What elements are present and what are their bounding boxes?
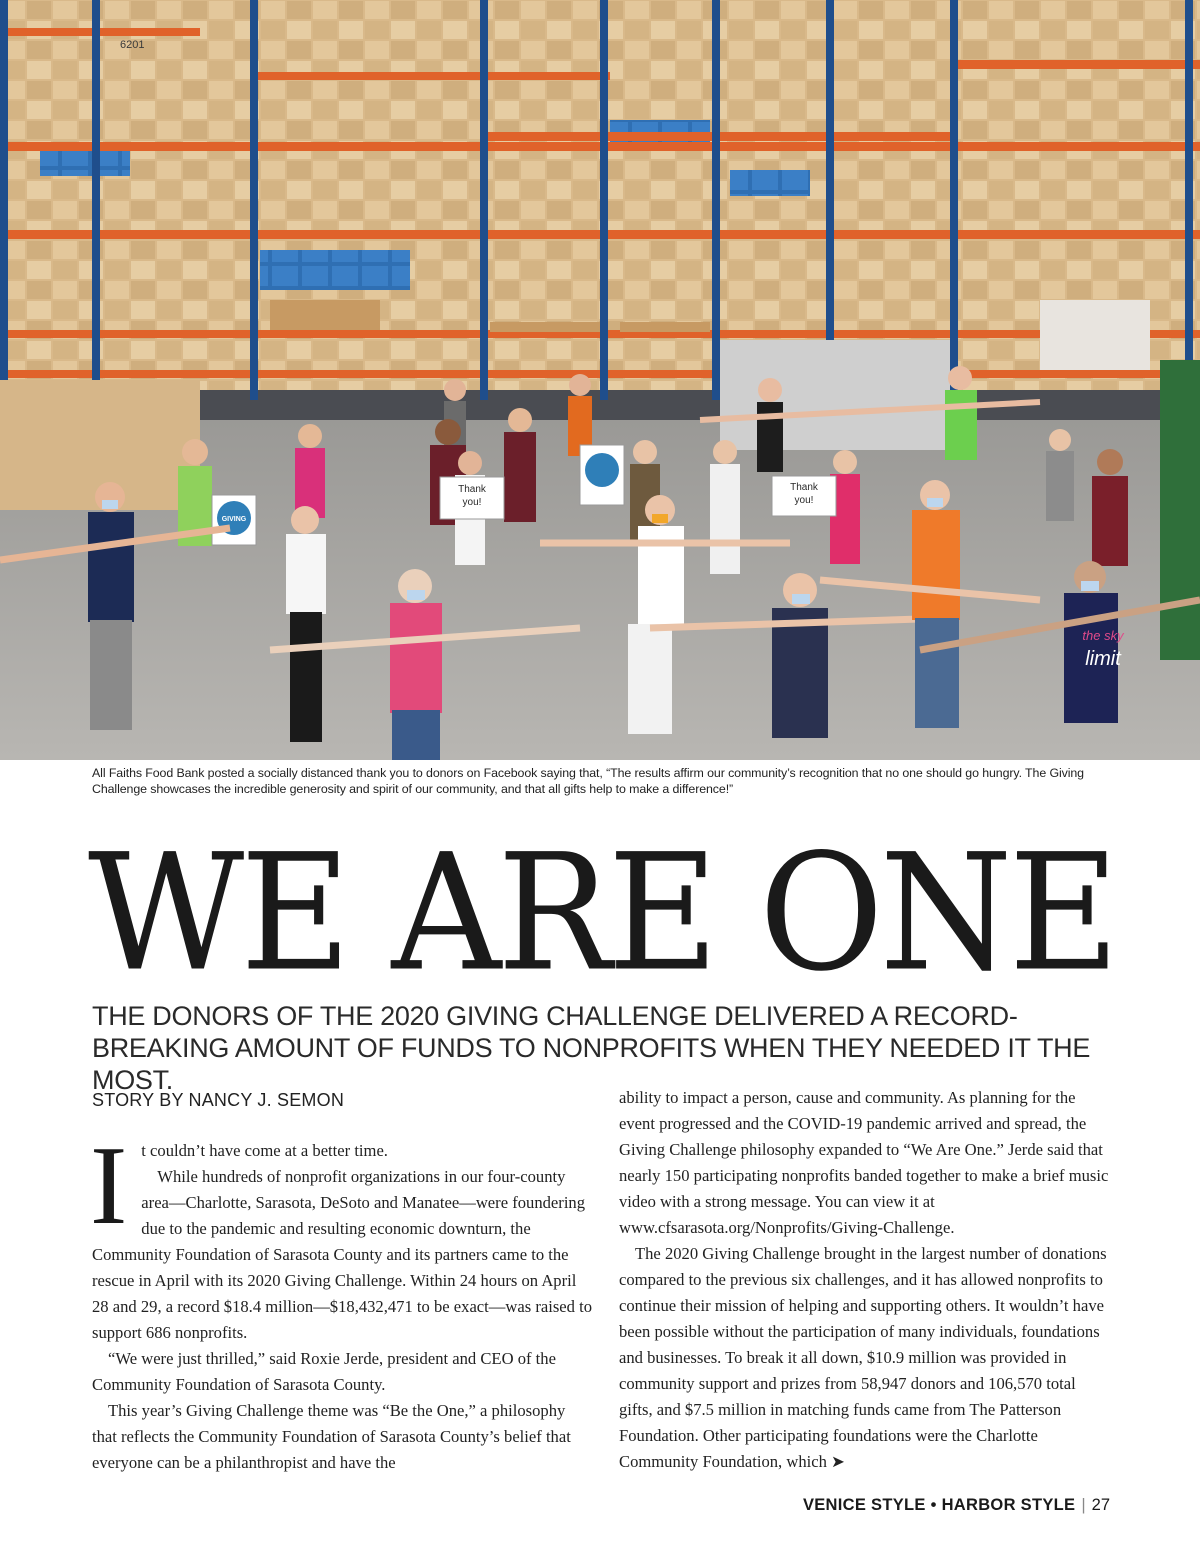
paragraph-4: This year’s Giving Challenge theme was “Be the One,” a philosophy that reflects the Community Foundation of Sarasota County’s belief that everyone can be a philanthropist and have the <box>92 1401 571 1472</box>
page-number: 27 <box>1091 1496 1110 1514</box>
thank-you-sign-1-line2: you! <box>462 497 482 508</box>
warehouse-photo-illustration <box>0 0 1200 760</box>
shelf-code-label: 6201 <box>120 39 145 51</box>
paragraph-5: ability to impact a person, cause and community. As planning for the event progressed and the COVID-19 pandemic arrived and spread, the Giving Challenge philosophy expanded to “We Are One.” Jerde said that nearly 150 participating nonprofits banded together to make a brief music video with a strong message. You can view it at www.cfsarasota.org/Nonprofits/Giving-Challenge. <box>619 1088 1109 1237</box>
shirt-text-line1: the sky <box>1082 628 1124 643</box>
article-column-2 <box>619 1085 1111 1475</box>
paragraph-1 <box>90 1124 592 1248</box>
cover-photo <box>0 0 1200 760</box>
paragraph-2: While hundreds of nonprofit organizations in our four-county area—Charlotte, Sarasota, DeSoto and Manatee—were foundering due to the pandemic and resulting economic downturn, the Community Foundation of Sarasota County and its partners came to the rescue in April with its 2020 Giving Challenge. Within 24 hours on April 28 and 29, a record $18.4 million—$18,432,471 to be exact—was raised to support 686 nonprofits. <box>92 1167 593 1342</box>
photo-caption: All Faiths Food Bank posted a socially distanced thank you to donors on Facebook saying that, “The results affirm our community’s recognition that no one should go hungry. The Giving Challenge showcases the incredible generosity and spirit of our community, and that all gifts help to make a difference!” <box>92 766 1084 796</box>
paragraph-1-text: t couldn’t have come at a better time. <box>141 1141 388 1160</box>
article-byline: STORY BY NANCY J. SEMON <box>92 1090 345 1110</box>
page-footer <box>803 1496 1110 1515</box>
paragraph-3: “We were just thrilled,” said Roxie Jerde, president and CEO of the Community Foundation of Sarasota County. <box>92 1349 556 1394</box>
thank-you-sign-1-line1: Thank <box>458 484 486 495</box>
article-deck: THE DONORS OF THE 2020 GIVING CHALLENGE DELIVERED A RECORD-BREAKING AMOUNT OF FUNDS TO NONPROFITS WHEN THEY NEEDED IT THE MOST. <box>92 1001 1091 1095</box>
shirt-text-line2: limit <box>1085 648 1121 670</box>
thank-you-sign-2-line1: Thank <box>790 482 818 493</box>
article-headline: WE ARE ONE <box>88 819 1116 1007</box>
footer-separator: | <box>1081 1496 1086 1514</box>
drop-cap: I <box>90 1124 128 1248</box>
article-column-1 <box>90 1124 593 1476</box>
giving-sign-label: GIVING <box>221 516 247 523</box>
magazine-name: VENICE STYLE • HARBOR STYLE <box>802 1496 1076 1514</box>
thank-you-sign-2-line2: you! <box>794 495 814 506</box>
paragraph-6: The 2020 Giving Challenge brought in the largest number of donations compared to the previous six challenges, and it has allowed nonprofits to continue their mission of helping and supporting others. It wouldn’t have been possible without the participation of many individuals, foundations and businesses. To break it all down, $10.9 million was provided in community support and prizes from 58,947 donors and 106,570 total gifts, and $7.5 million in matching funds came from The Patterson Foundation. Other participating foundations were the Charlotte Community Foundation, which ➤ <box>619 1244 1107 1471</box>
